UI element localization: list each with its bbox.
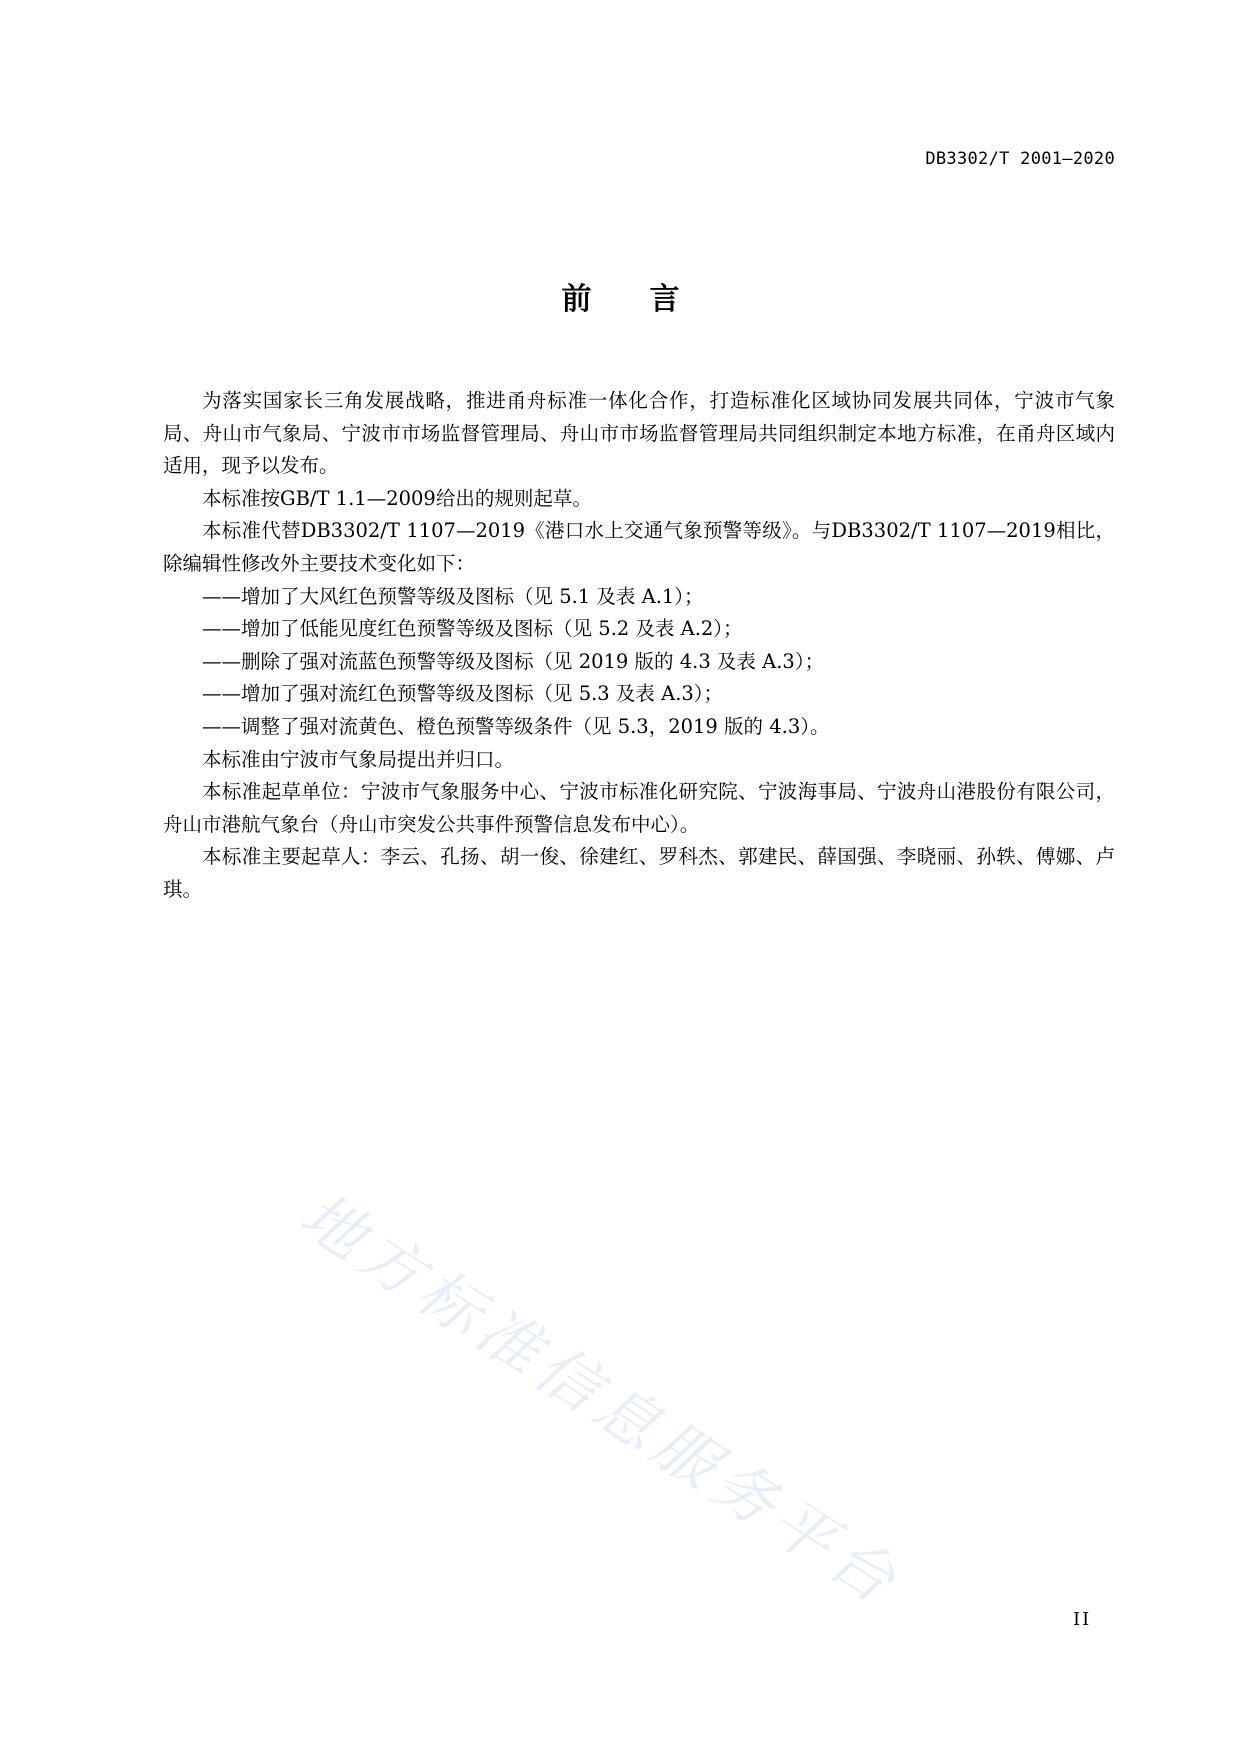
paragraph-drafting-rules: 本标准按GB/T 1.1—2009给出的规则起草。 bbox=[202, 486, 592, 510]
paragraph-proposer: 本标准由宁波市气象局提出并归口。 bbox=[202, 747, 515, 771]
paragraph-purpose: 为落实国家长三角发展战略，推进甬舟标准一体化合作，打造标准化区域协同发展共同体，宁波市气象局、舟山市气象局、宁波市市场监督管理局、舟山市市场监督管理局共同组织制定本地方标准，在甬舟区域内适用，现予以发布。 bbox=[163, 389, 1115, 478]
page-title: 前言 bbox=[561, 282, 738, 317]
change-item: ——增加了强对流红色预警等级及图标（见 5.3 及表 A.3）； bbox=[202, 682, 724, 706]
paragraph-replacement: 本标准代替DB3302/T 1107—2019《港口水上交通气象预警等级》。与DB3302/T 1107—2019相比，除编辑性修改外主要技术变化如下： bbox=[163, 519, 1115, 575]
change-item: ——删除了强对流蓝色预警等级及图标（见 2019 版的 4.3 及表 A.3）； bbox=[202, 649, 825, 673]
paragraph-drafters: 本标准主要起草人：李云、孔扬、胡一俊、徐建红、罗科杰、郭建民、薛国强、李晓丽、孙轶、傅娜、卢琪。 bbox=[163, 845, 1115, 901]
change-item: ——增加了大风红色预警等级及图标（见 5.1 及表 A.1）； bbox=[202, 584, 704, 608]
foreword-body bbox=[163, 385, 1115, 907]
paragraph-drafting-units: 本标准起草单位：宁波市气象服务中心、宁波市标准化研究院、宁波海事局、宁波舟山港股份有限公司，舟山市港航气象台（舟山市突发公共事件预警信息发布中心）。 bbox=[163, 780, 1115, 836]
page-number: II bbox=[1073, 1609, 1092, 1630]
document-code: DB3302/T 2001—2020 bbox=[925, 149, 1115, 169]
watermark: 地方标准信息服务平台 bbox=[287, 1178, 915, 1621]
change-item: ——调整了强对流黄色、橙色预警等级条件（见 5.3，2019 版的 4.3）。 bbox=[202, 714, 830, 738]
change-item: ——增加了低能见度红色预警等级及图标（见 5.2 及表 A.2）； bbox=[202, 617, 743, 641]
